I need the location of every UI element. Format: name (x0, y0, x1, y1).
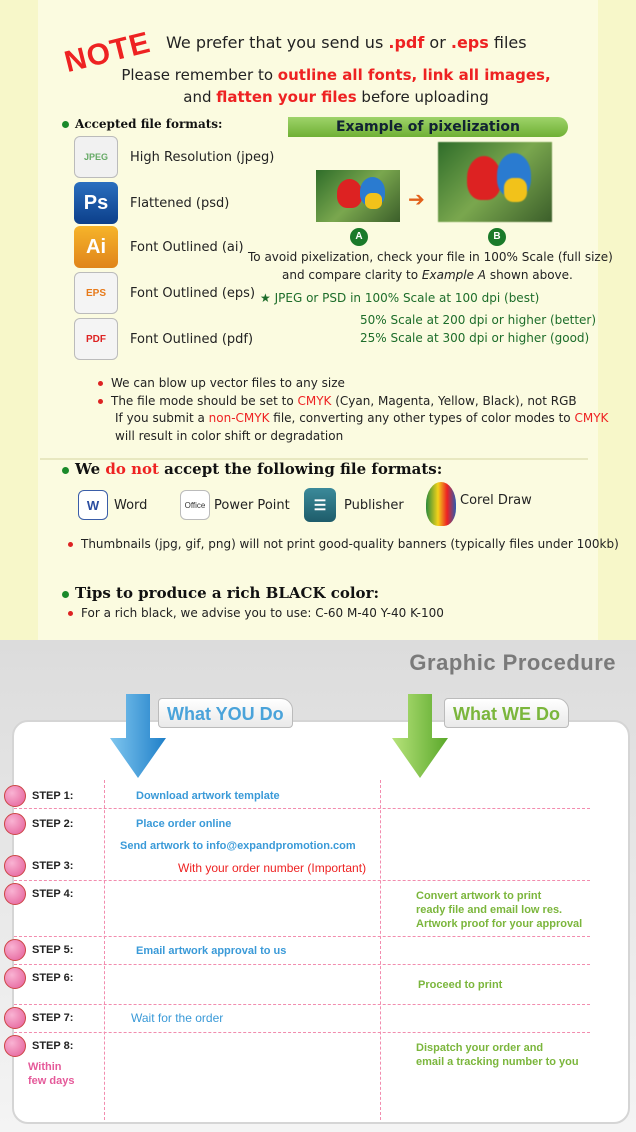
preferred-formats-line: We prefer that you send us .pdf or .eps files (166, 33, 527, 52)
step-2 (4, 813, 73, 835)
format-label: Flattened (psd) (130, 195, 230, 211)
format-item-jpeg (74, 136, 274, 178)
red-bullet-icon (68, 611, 73, 616)
rich-black-title: Tips to produce a rich BLACK color: (62, 584, 379, 602)
rich-black-tip: For a rich black, we advise you to use: C-60 M-40 Y-40 K-100 (68, 606, 444, 620)
format-label: Font Outlined (pdf) (130, 331, 254, 347)
green-bullet-icon (62, 467, 69, 474)
rejected-powerpoint (180, 490, 290, 520)
green-bullet-icon (62, 121, 69, 128)
step-bubble-icon (4, 785, 26, 807)
office-icon: Office (180, 490, 210, 520)
non-cmyk-warning: If you submit a non-CMYK file, converting any other types of color modes to CMYK (115, 411, 609, 425)
format-label: Word (114, 497, 148, 513)
recommendation-good: 25% Scale at 300 dpi or higher (good) (360, 331, 590, 345)
rejected-word (78, 490, 147, 520)
format-label: High Resolution (jpeg) (130, 149, 275, 165)
procedure-title: Graphic Procedure (409, 650, 616, 675)
green-down-arrow-icon (390, 694, 450, 780)
format-item-ai (74, 226, 244, 268)
step-bubble-icon (4, 1007, 26, 1029)
format-item-psd (74, 182, 229, 224)
step-label: STEP 8: (32, 1040, 74, 1052)
rejected-publisher (304, 488, 404, 522)
red-bullet-icon (68, 542, 73, 547)
accepted-formats-title: Accepted file formats: (62, 117, 222, 131)
format-label: Font Outlined (eps) (130, 285, 256, 301)
arrow-right-icon: ➔ (408, 187, 425, 211)
step-label: STEP 1: (32, 790, 74, 802)
step-label: STEP 7: (32, 1012, 74, 1024)
step5-you: Email artwork approval to us (136, 945, 287, 957)
bullet-vector: We can blow up vector files to any size (98, 376, 345, 390)
step-bubble-icon (4, 1035, 26, 1057)
what-you-do-header: What YOU Do (158, 698, 293, 728)
rejected-coreldraw (426, 482, 532, 526)
step2-you: Place order online (136, 818, 232, 830)
step8-we: Dispatch your order and email a tracking number to you (416, 1042, 579, 1068)
within-few-days: Within few days (28, 1061, 75, 1087)
red-bullet-icon (98, 381, 103, 386)
step-label: STEP 2: (32, 818, 74, 830)
what-we-do-header: What WE Do (444, 698, 569, 728)
format-item-pdf (74, 318, 253, 360)
step7-you: Wait for the order (131, 1011, 224, 1025)
recommendation-better: 50% Scale at 200 dpi or higher (better) (360, 313, 597, 327)
pdf-file-icon: PDF (74, 318, 118, 360)
step6-we: Proceed to print (418, 979, 503, 991)
thumbnails-warning: Thumbnails (jpg, gif, png) will not print good-quality banners (typically files under 100kb) (68, 537, 619, 551)
step-8 (4, 1035, 73, 1057)
step4-we: Convert artwork to print ready file and email low res. Artwork proof for your approval (416, 890, 583, 930)
reminder-line-1: Please remember to outline all fonts, link all images, (121, 66, 551, 84)
color-shift-warning: will result in color shift or degradation (115, 429, 344, 443)
step-3 (4, 855, 73, 877)
eps-file-icon: EPS (74, 272, 118, 314)
green-bullet-icon (62, 591, 69, 598)
pixelization-advice-2: and compare clarity to Example A shown above. (282, 268, 573, 282)
publisher-icon: ☰ (304, 488, 336, 522)
reminder-line-2: and flatten your files before uploading (183, 88, 489, 106)
rejected-formats-title: We do not accept the following file formats: (62, 460, 442, 478)
red-bullet-icon (98, 399, 103, 404)
recommendation-best: ★ JPEG or PSD in 100% Scale at 100 dpi (best) (260, 291, 540, 305)
step-bubble-icon (4, 939, 26, 961)
format-item-eps (74, 272, 255, 314)
note-stamp: NOTE (61, 25, 154, 80)
parrots-image-sharp (316, 170, 400, 222)
step-label: STEP 3: (32, 860, 74, 872)
step2-send-artwork: Send artwork to info@expandpromotion.com (120, 840, 356, 852)
step-bubble-icon (4, 855, 26, 877)
step-1 (4, 785, 73, 807)
word-icon: W (78, 490, 108, 520)
bullet-cmyk: The file mode should be set to CMYK (Cyan, Magenta, Yellow, Black), not RGB (98, 394, 577, 408)
jpeg-file-icon: JPEG (74, 136, 118, 178)
format-label: Publisher (344, 497, 404, 513)
pixelization-title: Example of pixelization (288, 117, 568, 137)
photoshop-icon: Ps (74, 182, 118, 224)
pixelization-advice-1: To avoid pixelization, check your file in 100% Scale (full size) (248, 250, 613, 264)
label-a-badge: A (350, 228, 368, 246)
step-bubble-icon (4, 967, 26, 989)
illustrator-icon: Ai (74, 226, 118, 268)
step-label: STEP 6: (32, 972, 74, 984)
step1-you: Download artwork template (136, 790, 280, 802)
step-6 (4, 967, 73, 989)
step-label: STEP 4: (32, 888, 74, 900)
format-label: Corel Draw (460, 492, 532, 508)
star-icon: ★ (260, 291, 271, 305)
step-bubble-icon (4, 883, 26, 905)
parrots-image-pixelated (438, 142, 552, 222)
label-b-badge: B (488, 228, 506, 246)
coreldraw-balloon-icon (426, 482, 456, 526)
step-4 (4, 883, 73, 905)
step3-you: With your order number (Important) (178, 861, 367, 875)
format-label: Power Point (214, 497, 290, 513)
format-label: Font Outlined (ai) (130, 239, 244, 255)
step-7 (4, 1007, 73, 1029)
step-label: STEP 5: (32, 944, 74, 956)
step-bubble-icon (4, 813, 26, 835)
step-5 (4, 939, 73, 961)
